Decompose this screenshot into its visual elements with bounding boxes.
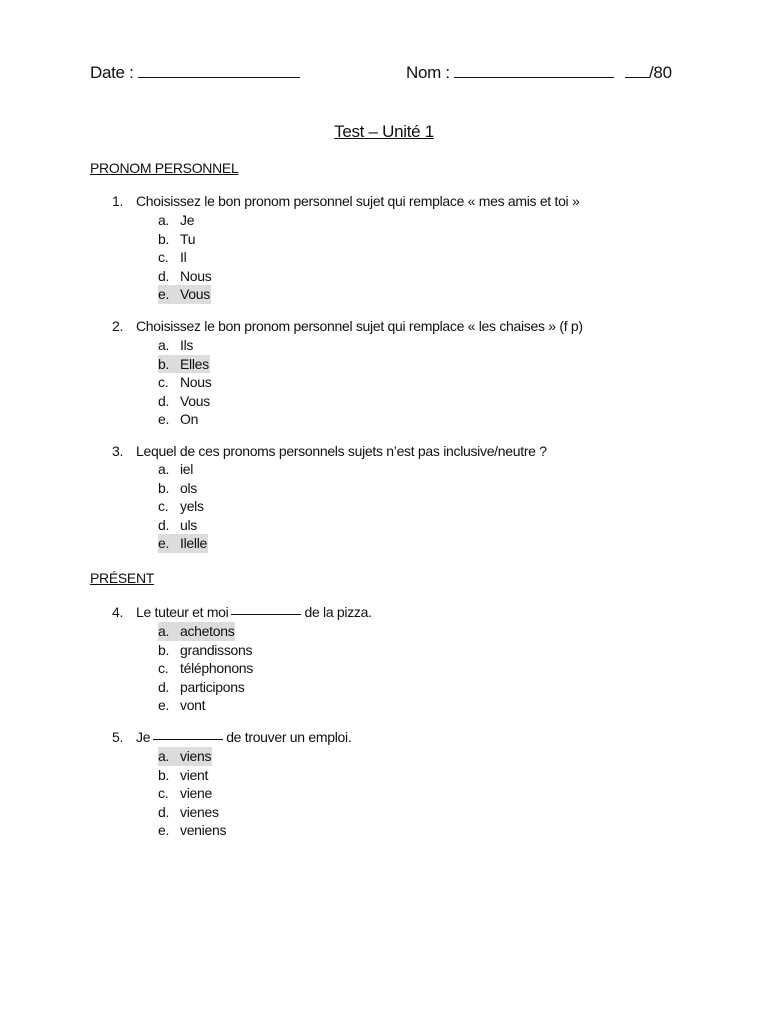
highlighted-answer — [158, 622, 235, 641]
option-letter: e. — [158, 697, 170, 714]
answer-option-content — [158, 374, 211, 390]
question-4 — [112, 604, 372, 620]
answer-option[interactable] — [158, 285, 211, 304]
answer-option-content — [158, 231, 195, 247]
question-text-before: Le tuteur et moi — [136, 604, 229, 620]
question-3-options — [158, 460, 208, 553]
option-letter: c. — [158, 249, 169, 266]
answer-option[interactable] — [158, 230, 211, 249]
name-blank-line[interactable] — [454, 63, 614, 78]
name-label: Nom : — [406, 63, 450, 82]
option-letter: b. — [158, 766, 170, 783]
question-number: 4. — [112, 604, 124, 620]
option-letter: d. — [158, 803, 170, 820]
option-letter: e. — [158, 411, 170, 428]
option-text: Vous — [180, 392, 210, 409]
question-text-after: de trouver un emploi. — [226, 729, 352, 745]
option-letter: d. — [158, 267, 170, 284]
question-number: 1. — [112, 193, 124, 209]
answer-blank[interactable] — [153, 738, 223, 740]
option-text: viene — [180, 785, 212, 802]
option-text: vienes — [180, 803, 219, 820]
answer-option-content — [158, 393, 210, 409]
question-text-after: de la pizza. — [304, 604, 372, 620]
option-text: yels — [180, 498, 204, 515]
option-text: Ilelle — [180, 535, 207, 552]
answer-option[interactable] — [158, 460, 208, 479]
option-text: grandissons — [180, 641, 253, 658]
option-text: téléphonons — [180, 660, 253, 677]
answer-option-content — [158, 249, 186, 265]
question-number: 5. — [112, 729, 124, 745]
option-text: Elles — [180, 355, 209, 372]
option-text: Je — [180, 212, 195, 228]
answer-option-content — [158, 212, 194, 228]
answer-option[interactable] — [158, 784, 226, 803]
answer-option-content — [158, 697, 205, 713]
answer-option[interactable] — [158, 641, 253, 660]
question-text: Lequel de ces pronoms personnels sujets n’est pas inclusive/neutre ? — [136, 443, 547, 459]
option-text: participons — [180, 678, 245, 695]
option-text: Nous — [180, 374, 212, 391]
answer-option[interactable] — [158, 248, 211, 267]
name-field[interactable] — [406, 63, 614, 83]
page-title: Test – Unité 1 — [334, 122, 434, 141]
question-2-options — [158, 336, 211, 429]
question-2 — [112, 318, 583, 334]
answer-option-content — [158, 642, 252, 658]
question-text-before: Je — [136, 729, 151, 745]
score-field[interactable] — [625, 63, 672, 83]
answer-option[interactable] — [158, 373, 211, 392]
option-letter: e. — [158, 286, 170, 303]
score-blank-line[interactable] — [625, 63, 649, 78]
option-text: On — [180, 411, 199, 428]
question-5 — [112, 729, 351, 745]
option-text: uls — [180, 516, 197, 533]
option-text: vont — [180, 697, 206, 714]
option-letter: e. — [158, 822, 170, 839]
section-heading-pronom: PRONOM PERSONNEL — [90, 160, 239, 176]
answer-option-content — [158, 411, 198, 427]
option-letter: d. — [158, 516, 170, 533]
highlighted-answer — [158, 355, 210, 374]
answer-option[interactable] — [158, 211, 211, 230]
question-number: 2. — [112, 318, 124, 334]
question-4-options — [158, 622, 253, 715]
question-1 — [112, 193, 579, 209]
option-letter: a. — [158, 623, 170, 639]
answer-option[interactable] — [158, 678, 253, 697]
option-text: Tu — [180, 230, 196, 247]
answer-option[interactable] — [158, 479, 208, 498]
answer-option[interactable] — [158, 803, 226, 822]
answer-option-content — [158, 517, 197, 533]
answer-option-content — [158, 337, 193, 353]
answer-option-content — [158, 767, 208, 783]
option-text: veniens — [180, 822, 227, 839]
highlighted-answer — [158, 534, 208, 553]
option-letter: c. — [158, 660, 169, 677]
option-text: iel — [180, 461, 194, 477]
answer-option[interactable] — [158, 659, 253, 678]
option-letter: b. — [158, 641, 170, 658]
option-text: Il — [180, 249, 187, 266]
question-5-options — [158, 747, 226, 840]
option-letter: a. — [158, 748, 170, 764]
answer-option-content — [158, 679, 244, 695]
answer-option-content — [158, 498, 204, 514]
date-blank-line[interactable] — [138, 63, 300, 78]
option-text: viens — [180, 748, 212, 764]
date-label: Date : — [90, 63, 134, 82]
answer-option-content — [158, 461, 193, 477]
question-1-options — [158, 211, 211, 304]
option-text: vient — [180, 766, 209, 783]
answer-option-content — [158, 804, 219, 820]
question-number: 3. — [112, 443, 124, 459]
answer-option-content — [158, 822, 226, 838]
answer-option-content — [158, 660, 253, 676]
answer-option[interactable] — [158, 534, 208, 553]
option-letter: a. — [158, 337, 170, 353]
highlighted-answer — [158, 747, 212, 766]
answer-option[interactable] — [158, 267, 211, 286]
answer-option[interactable] — [158, 392, 211, 411]
option-letter: a. — [158, 461, 170, 477]
answer-option-content — [158, 785, 212, 801]
highlighted-answer — [158, 285, 211, 304]
question-text: Choisissez le bon pronom personnel sujet qui remplace « les chaises » (f p) — [136, 318, 583, 334]
answer-blank[interactable] — [231, 613, 301, 615]
answer-option[interactable] — [158, 516, 208, 535]
option-text: Nous — [180, 267, 212, 284]
answer-option[interactable] — [158, 497, 208, 516]
answer-option-content — [158, 480, 197, 496]
question-3 — [112, 443, 547, 459]
option-letter: a. — [158, 212, 170, 228]
answer-option[interactable] — [158, 766, 226, 785]
answer-option-content — [158, 268, 211, 284]
option-letter: e. — [158, 535, 170, 552]
answer-option[interactable] — [158, 622, 253, 641]
option-text: achetons — [180, 623, 235, 639]
answer-option[interactable] — [158, 336, 211, 355]
answer-option[interactable] — [158, 747, 226, 766]
answer-option[interactable] — [158, 821, 226, 840]
option-letter: d. — [158, 678, 170, 695]
option-letter: c. — [158, 374, 169, 391]
answer-option[interactable] — [158, 355, 211, 374]
option-letter: c. — [158, 498, 169, 515]
answer-option[interactable] — [158, 410, 211, 429]
answer-option[interactable] — [158, 696, 253, 715]
option-text: ols — [180, 479, 197, 496]
section-heading-present: PRÉSENT — [90, 570, 155, 586]
option-text: Vous — [180, 286, 210, 303]
date-field[interactable] — [90, 63, 300, 83]
question-text: Choisissez le bon pronom personnel sujet qui remplace « mes amis et toi » — [136, 193, 580, 209]
option-letter: b. — [158, 355, 170, 372]
score-total: /80 — [649, 63, 672, 82]
option-letter: b. — [158, 230, 170, 247]
option-letter: c. — [158, 785, 169, 802]
option-text: Ils — [180, 337, 194, 353]
option-letter: d. — [158, 392, 170, 409]
option-letter: b. — [158, 479, 170, 496]
